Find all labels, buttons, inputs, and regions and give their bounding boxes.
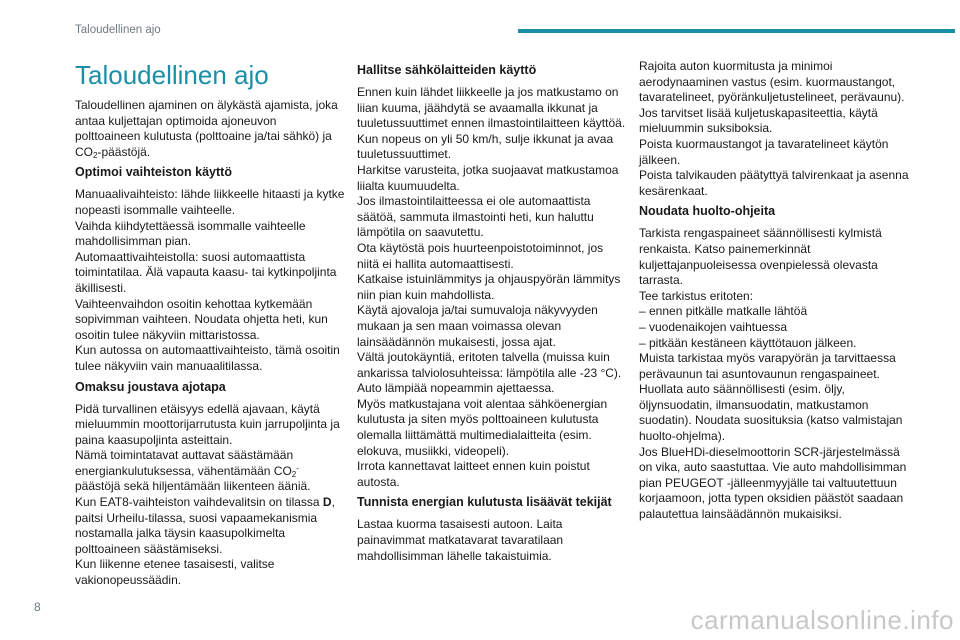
heading-energy-factors: Tunnista energian kulutusta lisäävät tekijät: [357, 495, 612, 510]
intro-paragraph: [75, 98, 345, 160]
heading-gearbox: Optimoi vaihteiston käyttö: [75, 165, 232, 180]
driving-style-text-a: Pidä turvallinen etäisyys edellä ajavaan, käytä mieluummin moottorijarrutusta kuin jarrupoljinta ja paina kaasupoljinta asteittain. Nämä toimintatavat auttavat säästämään energiankulutuksessa, vähentämään CO: [75, 401, 340, 478]
heading-maintenance: Noudata huolto-ohjeita: [639, 204, 776, 219]
heading-electrical: Hallitse sähkölaitteiden käyttö: [357, 63, 537, 77]
header-section-title: Taloudellinen ajo: [75, 24, 161, 36]
paragraph-load: Rajoita auton kuormitusta ja minimoi aerodynaaminen vastus (esim. kuormaustangot, tavaratelineet, pyöränkuljetustelineet, perävaunu). Jos tarvitset lisää kuljetuskapasiteettia, käytä mieluummin suksiboksia. Poista kuormaustangot ja tavaratelineet käytön jälkeen. Poista talvikauden päätyttyä talvirenkaat ja asenna kesärenkaat.: [639, 59, 909, 198]
page-number: 8: [34, 600, 41, 614]
paragraph-gearbox: Manuaalivaihteisto: lähde liikkeelle hitaasti ja kytke nopeasti isommalle vaihteelle. Vaihda kiihdytettäessä isommalle vaihteelle mahdollisimman pian. Automaattivaihteistolla: suosi automaattista toimintatilaa. Älä vapauta kaasu- tai kytkinpoljinta äkillisesti. Vaihteenvaihdon osoitin kehottaa kytkemään sopivimman vaihteen. Noudata ohjetta heti, kun osoitin tulee näkyviin mittaristossa. Kun autossa on automaattivaihteisto, tämä osoitin tulee näkyviin vain manuaalitilassa.: [75, 187, 345, 373]
heading-driving-style: Omaksu joustava ajotapa: [75, 379, 226, 394]
intro-text: Taloudellinen ajaminen on älykästä ajamista, joka antaa kuljettajan optimoida ajoneuvon polttoaineen kulutusta (polttoaine ja/tai sähkö) ja CO: [75, 98, 338, 159]
intro-text-end: -päästöjä.: [97, 144, 151, 159]
co2-subscript-2: 2: [291, 469, 297, 479]
paragraph-maintenance: Tarkista rengaspaineet säännöllisesti kylmistä renkaista. Katso painemerkinnät kuljettajanpuoleisessa ovenpielessä olevasta tarrasta. Tee tarkistus eritoten: – ennen pitkälle matkalle lähtöä – vuodenaikojen vaihtuessa – pitkään kestäneen käyttötauon jälkeen. Muista tarkistaa myös varapyörän ja tarvittaessa perävaunun tai asuntovaunun rengaspaineet. Huollata auto säännöllisesti (esim. öljy, öljynsuodatin, ilmansuodatin, matkustamon suodatin). Noudata suosituksia (katso valmistajan huolto-ohjelma). Jos BlueHDi-dieselmoottorin SCR-järjestelmässä on vika, auto saastuttaa. Vie auto mahdollisimman pian PEUGEOT -jälleenmyyjälle tai valtuutettuun korjaamoon, jotta typen oksidien päästöt saadaan palautettua lainsäädännön mukaisiksi.: [639, 226, 907, 522]
column-right: [639, 58, 909, 527]
hyphen-superscript: -: [296, 463, 299, 473]
header-accent-bar: [518, 29, 955, 33]
column-left: [75, 58, 345, 593]
paragraph-driving-style: [75, 402, 345, 589]
paragraph-electrical: Ennen kuin lähdet liikkeelle ja jos matkustamo on liian kuuma, jäähdytä se avaamalla ikkunat ja tuuletussuuttimet ennen ilmastointilaitteen käyttöä. Kun nopeus on yli 50 km/h, sulje ikkunat ja avaa tuuletussuuttimet. Harkitse varusteita, jotka suojaavat matkustamoa liialta kuumuudelta. Jos ilmastointilaitteessa ei ole automaattista säätöä, sammuta ilmastointi heti, kun haluttu lämpötila on saavutettu. Ota käytöstä pois huurteenpoistotoiminnot, jos niitä ei hallita automaattisesti. Katkaise istuinlämmitys ja ohjauspyörän lämmitys niin pian kuin mahdollista. Käytä ajovaloja ja/tai sumuvaloja näkyvyyden mukaan ja sen maan voimassa olevan lainsäädännön mukaisesti, jossa ajat. Vältä joutokäyntiä, eritoten talvella (muissa kuin ankarissa talviolosuhteissa: lämpötila alle -23 °C). Auto lämpiää nopeammin ajettaessa. Myös matkustajana voit alentaa sähköenergian kulutusta ja siten myös polttoaineen kulutusta olemalla liittämättä multimedialaitteita (esim. elokuva, musiikki, videopeli). Irrota kannettavat laitteet ennen kuin poistut autosta.: [357, 85, 626, 489]
paragraph-energy-factors: Lastaa kuorma tasaisesti autoon. Laita painavimmat matkatavarat tavaratilaan mahdollisimman lähelle takaistuimia.: [357, 517, 564, 563]
watermark: carmanualsonline.info: [690, 605, 954, 635]
driving-style-text-b: päästöjä sekä hiljentämään liikenteen ääniä. Kun EAT8-vaihteiston vaihdevalitsin on tilassa: [75, 479, 320, 510]
page-title: Taloudellinen ajo: [75, 60, 269, 90]
driving-style-text-c: , paitsi Urheilu-tilassa, suosi vapaamekanismia nostamalla jalka täysin kaasupolkimelta polttoaineen säästämiseksi. Kun liikenne etenee tasaisesti, valitse vakionopeussäädin.: [75, 495, 335, 588]
gear-d-label: D: [322, 495, 332, 510]
column-middle: [357, 58, 627, 568]
co2-subscript: 2: [93, 150, 98, 160]
